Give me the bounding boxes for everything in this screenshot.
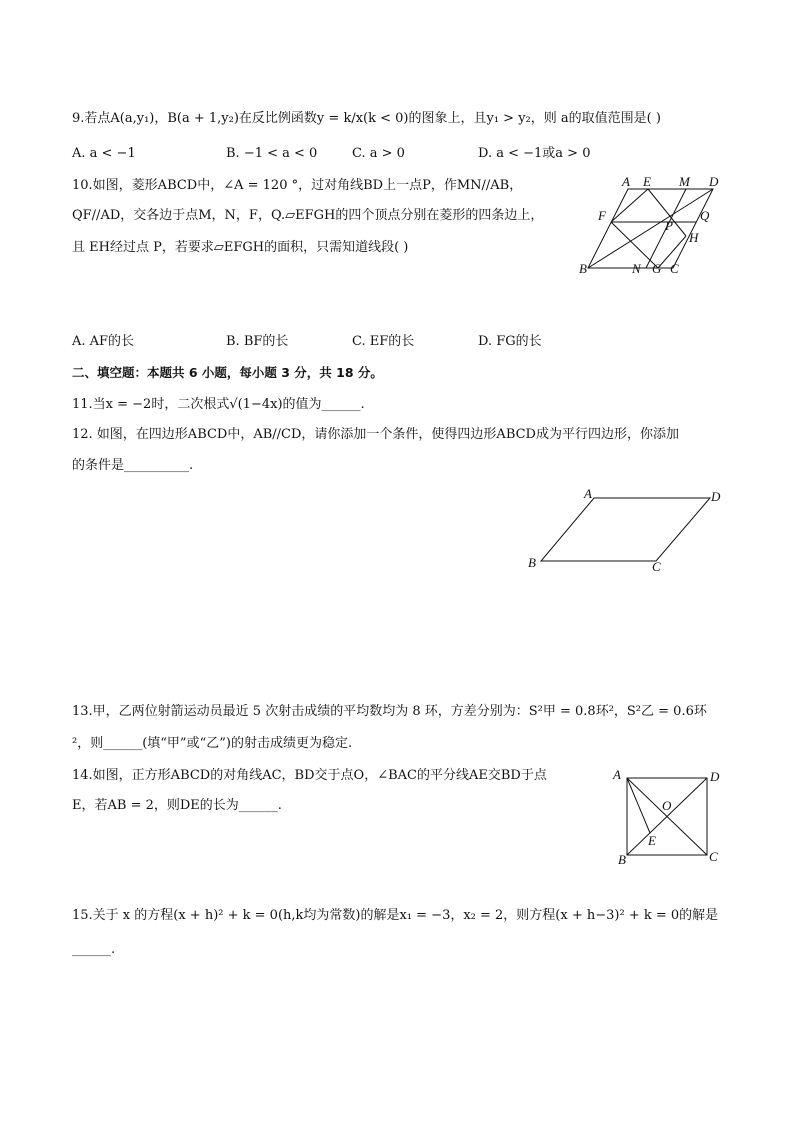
label-m: M [679, 174, 690, 189]
q13-line-2: ²，则______(填“甲”或“乙”)的射击成绩更为稳定. [72, 736, 353, 751]
q12-line-2: 的条件是__________. [72, 458, 194, 473]
diagonal-bd [588, 189, 713, 268]
label-b: B [579, 261, 587, 276]
label-b: B [618, 852, 626, 867]
q15-line-2: ______. [72, 942, 116, 957]
q9-option-a: A. a < −1 [72, 146, 136, 161]
label-e: E [648, 833, 656, 848]
label-c: C [670, 261, 679, 276]
q9-stem: 9.若点A(a,y₁)，B(a + 1,y₂)在反比例函数y = k/x(k < 0)的图象上，且y₁ > y₂，则 a的取值范围是( ) [72, 111, 661, 126]
label-d: D [711, 489, 721, 504]
label-q: Q [700, 208, 710, 223]
label-a: A [613, 767, 621, 782]
q14-square-figure [610, 766, 730, 866]
label-a: A [584, 486, 592, 501]
label-d: D [710, 769, 720, 784]
label-o: O [662, 798, 672, 813]
quadrilateral-abcd [541, 498, 710, 561]
q10-option-d: D. FG的长 [478, 334, 542, 349]
label-f: F [598, 208, 606, 223]
q10-option-b: B. BF的长 [226, 334, 289, 349]
label-a: A [622, 174, 630, 189]
q10-line-3: 且 EH经过点 P，若要求▱EFGH的面积，只需知道线段( ) [72, 240, 409, 255]
bisector-ae [627, 778, 650, 833]
q10-line-2: QF//AD，交各边于点M，N，F，Q.▱EFGH的四个顶点分别在菱形的四条边上， [72, 208, 544, 223]
label-c: C [709, 849, 718, 864]
label-e: E [643, 174, 651, 189]
q9-option-c: C. a > 0 [352, 146, 405, 161]
q14-line-1: 14.如图，正方形ABCD的对角线AC，BD交于点O，∠BAC的平分线AE交BD于点 [72, 768, 547, 783]
q9-option-d: D. a < −1或a > 0 [478, 146, 591, 161]
q10-option-c: C. EF的长 [352, 334, 415, 349]
label-b: B [528, 555, 536, 570]
q12-line-1: 12. 如图，在四边形ABCD中，AB//CD，请你添加一个条件，使得四边形ABCD成为平行四边形，你添加 [72, 427, 679, 442]
section-2-heading: 二、填空题：本题共 6 小题，每小题 3 分，共 18 分。 [72, 365, 383, 380]
q10-rhombus-figure [576, 172, 736, 276]
label-g: G [652, 261, 662, 276]
label-n: N [632, 261, 641, 276]
q12-quadrilateral-figure [524, 486, 734, 576]
q11-stem: 11.当x = −2时，二次根式√(1−4x)的值为______. [72, 397, 365, 412]
q10-option-a: A. AF的长 [72, 334, 135, 349]
q15-line-1: 15.关于 x 的方程(x + h)² + k = 0(h,k均为常数)的解是x₁ = −3，x₂ = 2，则方程(x + h−3)² + k = 0的解是 [72, 908, 719, 923]
q9-option-b: B. −1 < a < 0 [226, 146, 318, 161]
segment-ef [611, 189, 648, 222]
label-h: H [689, 230, 699, 245]
label-c: C [652, 559, 661, 574]
q13-line-1: 13.甲，乙两位射箭运动员最近 5 次射击成绩的平均数均为 8 环，方差分别为：S²甲 = 0.8环²，S²乙 = 0.6环 [72, 704, 707, 719]
q10-line-1: 10.如图，菱形ABCD中，∠A = 120 °，过对角线BD上一点P，作MN//AB， [72, 178, 523, 193]
label-d: D [709, 174, 719, 189]
q14-line-2: E，若AB = 2，则DE的长为______. [72, 798, 282, 813]
label-p: P [665, 218, 673, 233]
